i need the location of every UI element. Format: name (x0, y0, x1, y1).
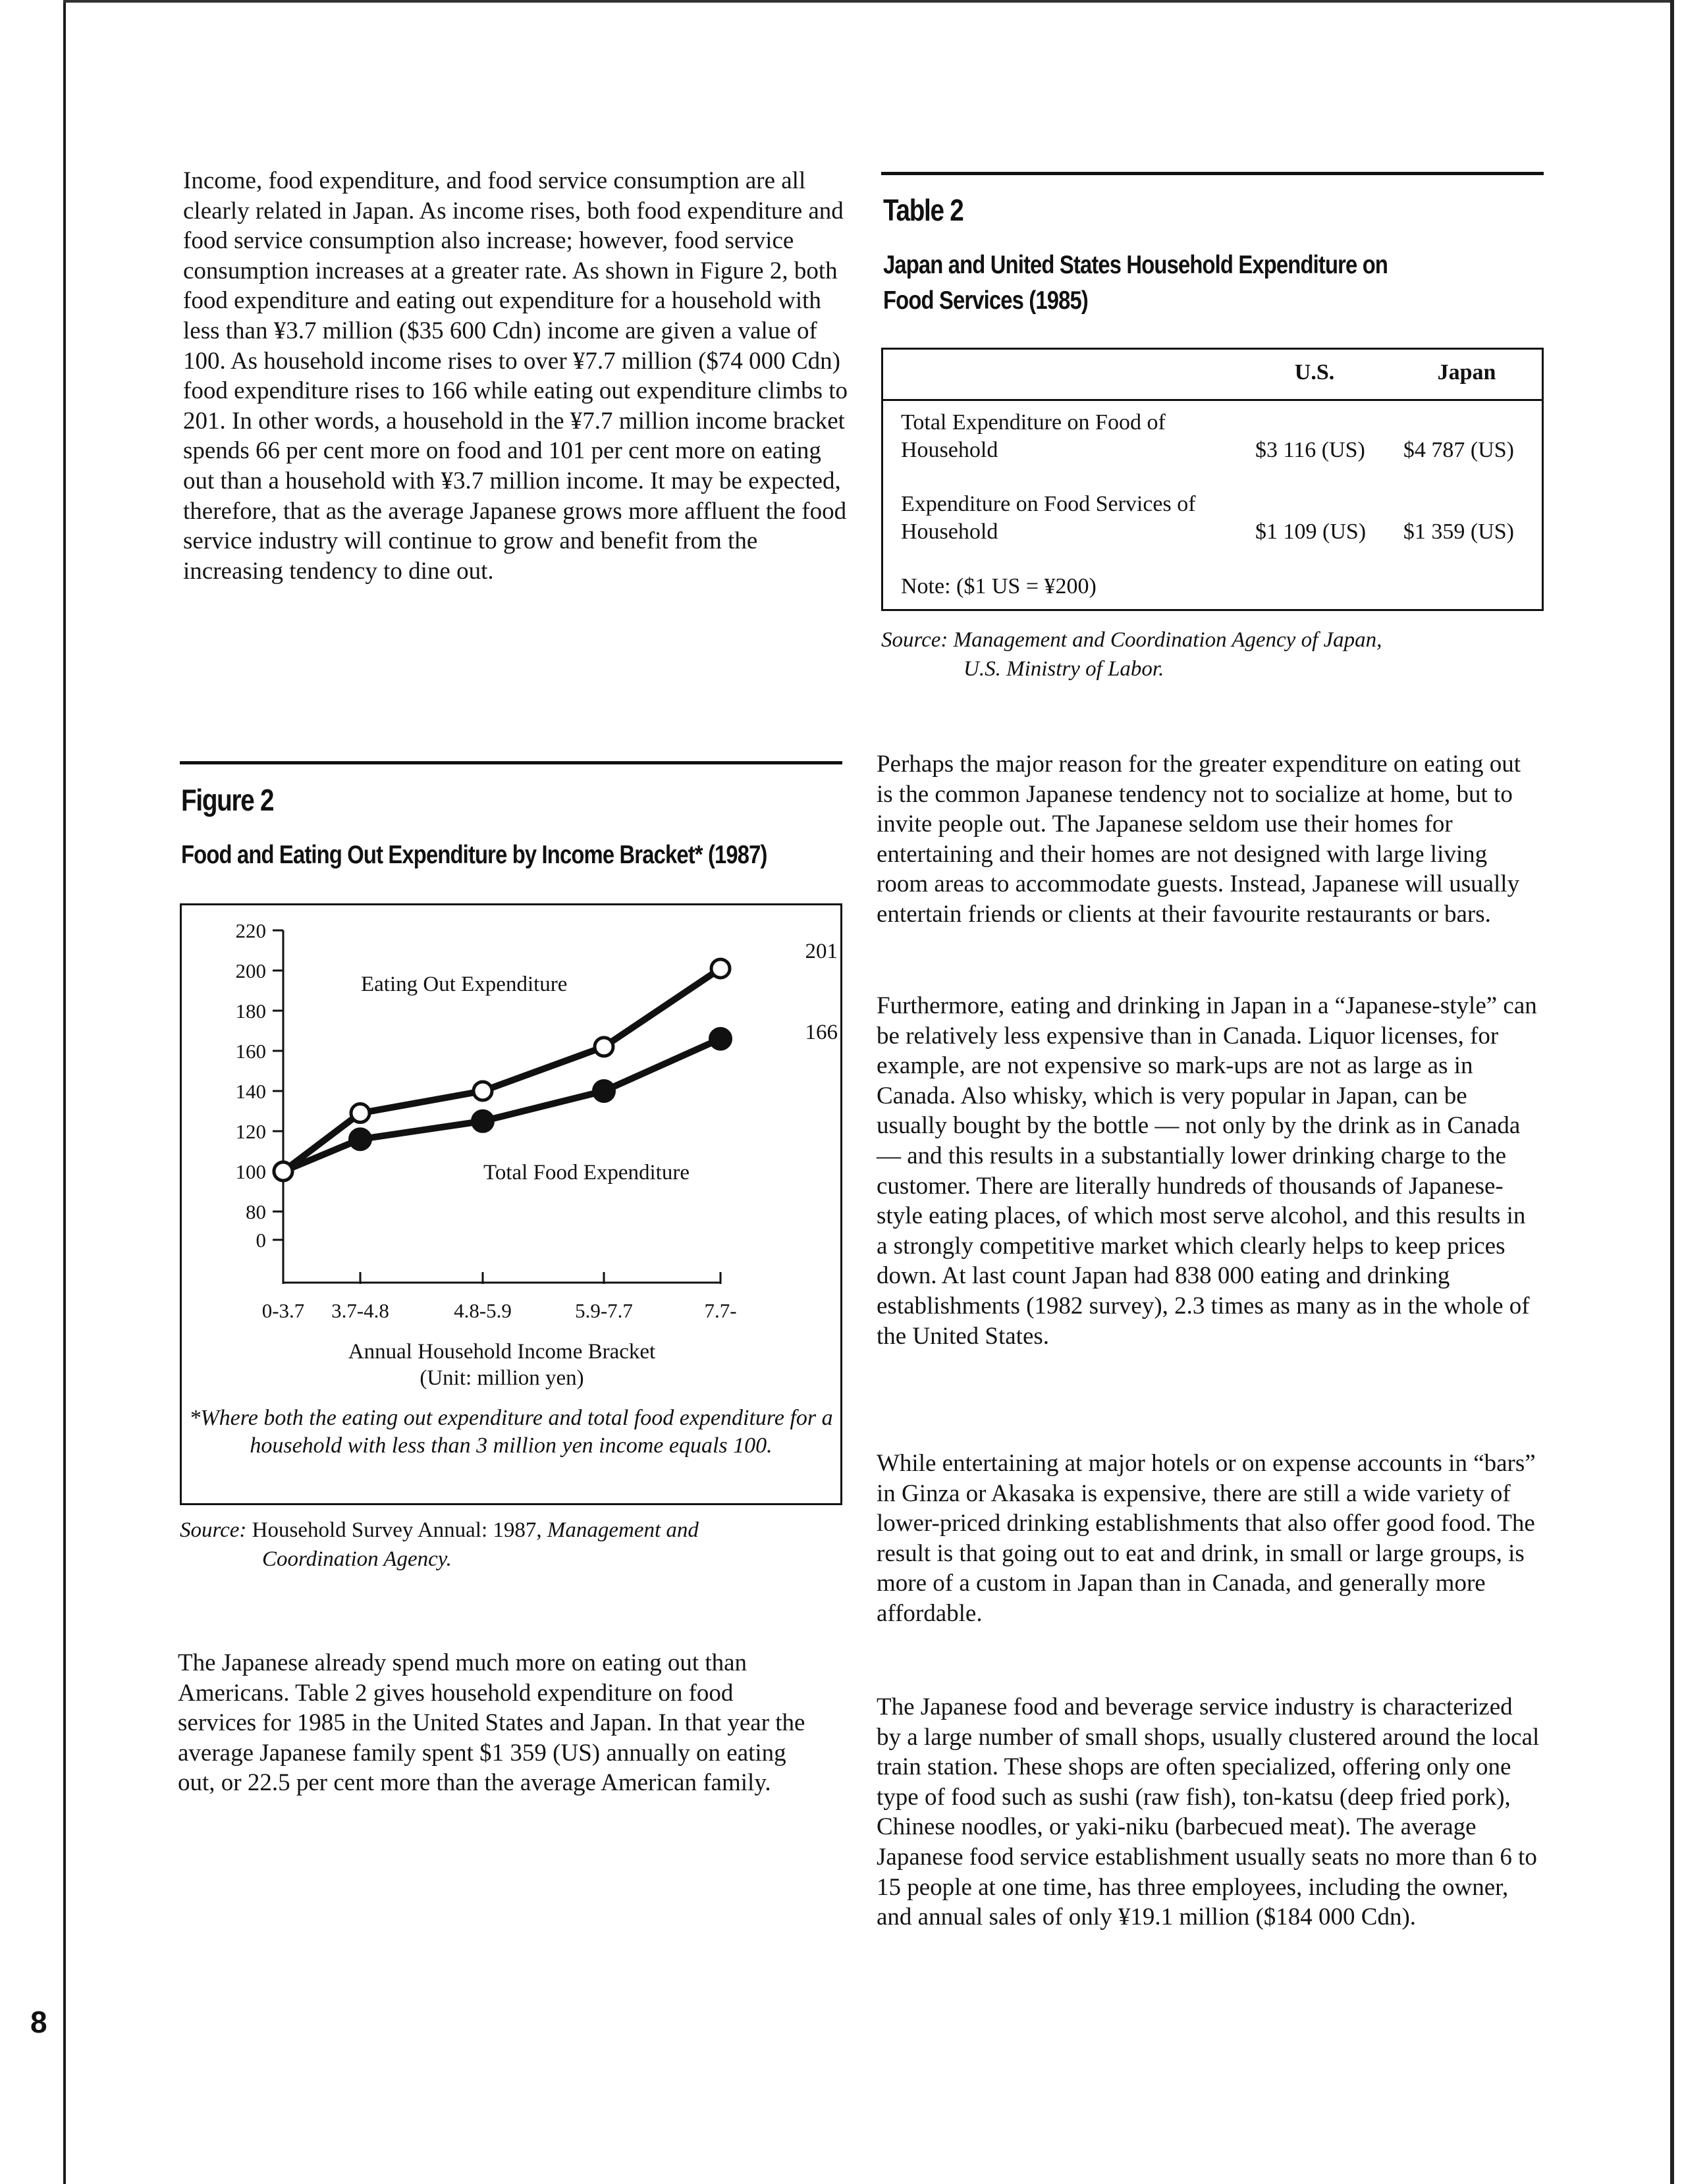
table2-title: Japan and United States Household Expenditure on Food Services (1985) (883, 251, 1388, 315)
table2-cell-japan: $1 359 (US) (1403, 519, 1514, 544)
x-tick-label: 7.7- (704, 1299, 737, 1322)
end-value-label: 201 (805, 940, 838, 963)
x-axis-unit-label: (Unit: million yen) (420, 1366, 584, 1390)
data-point-open (711, 959, 730, 978)
figure2-source-line2: Coordination Agency. (262, 1547, 452, 1571)
figure2-source (180, 1516, 699, 1574)
line-chart (182, 905, 840, 1406)
data-point-open (595, 1038, 613, 1056)
data-point-open (274, 1162, 292, 1181)
page-number: 8 (30, 2005, 47, 2039)
right-paragraph-4: The Japanese food and beverage service industry is characterized by a large number of small shops, usually clustered around the local train station. These shops are often specialized, offering only one type of food such as sushi (raw fish), ton-katsu (deep fried pork), Chinese noodles, or yaki-niku (barbecued meat). The average Japanese food service establishment usually seats no more than 6 to 15 people at one time, has three employees, including the owner, and annual sales of only ¥19.1 million ($184 000 Cdn). (877, 1693, 1540, 1931)
table2-source-line1: Source: Management and Coordination Agency of Japan, (881, 628, 1382, 652)
x-tick-label: 5.9-7.7 (575, 1299, 633, 1322)
figure2-source-italic: Management and (547, 1518, 699, 1542)
page-edge-left (63, 0, 66, 2184)
table2-col-japan: Japan (1437, 360, 1496, 385)
y-tick-label: 180 (235, 999, 266, 1023)
x-tick-label: 3.7-4.8 (331, 1299, 389, 1322)
figure2-heading: Figure 2 (181, 783, 274, 817)
x-tick-label: 4.8-5.9 (454, 1299, 512, 1322)
page-edge-right (1670, 0, 1674, 2184)
y-tick-label: 100 (235, 1160, 266, 1183)
table2-source (881, 626, 1382, 683)
table2-row-label: Total Expenditure on Food of Household (901, 410, 1166, 462)
x-tick-label: 0-3.7 (261, 1299, 305, 1322)
y-tick-label: 200 (235, 959, 266, 982)
data-point-filled (593, 1080, 615, 1102)
table2-source-line2: U.S. Ministry of Labor. (963, 657, 1164, 681)
table2 (881, 348, 1544, 611)
end-value-label: 166 (805, 1021, 838, 1044)
x-axis-label: Annual Household Income Bracket (348, 1340, 656, 1364)
data-point-open (474, 1082, 492, 1100)
figure2-chart (180, 903, 842, 1505)
figure2-footnote: *Where both the eating out expenditure and total food expenditure for a household with less than 3 million yen income equals 100. (189, 1406, 833, 1458)
figure2-top-rule (180, 761, 842, 764)
series-label: Eating Out Expenditure (361, 972, 568, 996)
data-point-open (351, 1104, 369, 1123)
table2-cell-us: $3 116 (US) (1255, 438, 1365, 462)
table2-col-us: U.S. (1294, 360, 1335, 385)
left-bottom-paragraph: The Japanese already spend much more on eating out than Americans. Table 2 gives household expenditure on food services for 1985 in the United States and Japan. In that year the average Japanese family spent $1 359 (US) annually on eating out, or 22.5 per cent more than the average American family. (178, 1649, 805, 1797)
figure2-source-label: Source: (180, 1518, 247, 1542)
series-label: Total Food Expenditure (483, 1161, 690, 1185)
table2-note: Note: ($1 US = ¥200) (901, 574, 1097, 599)
intro-paragraph: Income, food expenditure, and food service consumption are all clearly related in Japan. As income rises, both food expenditure and food service consumption also increase; however, food service consumption increases at a greater rate. As shown in Figure 2, both food expenditure and eating out expenditure for a household with less than ¥3.7 million ($35 600 Cdn) income are given a value of 100. As household income rises to over ¥7.7 million ($74 000 Cdn) food expenditure rises to 166 while eating out expenditure climbs to 201. In other words, a household in the ¥7.7 million income bracket spends 66 per cent more on food and 101 per cent more on eating out than a household with ¥3.7 million income. It may be expected, therefore, that as the average Japanese grows more affluent the food service industry will continue to grow and benefit from the increasing tendency to dine out. (183, 167, 848, 585)
data-point-filled (709, 1028, 732, 1050)
y-tick-label: 80 (246, 1200, 266, 1223)
page-edge-top (63, 0, 1674, 3)
y-tick-label: 140 (235, 1080, 266, 1103)
y-tick-label: 160 (235, 1040, 266, 1063)
series-line (283, 1039, 720, 1171)
figure2-source-text: Household Survey Annual: 1987, (246, 1518, 547, 1542)
right-paragraph-2: Furthermore, eating and drinking in Japan in a “Japanese-style” can be relatively less expensive than in Canada. Liquor licenses, for example, are not expensive so mark-ups are not as large as in Canada. Also whisky, which is very popular in Japan, can be usually bought by the bottle — not only by the drink as in Canada — and this results in a substantially lower drinking charge to the customer. There are literally hundreds of thousands of Japanese-style eating places, of which most serve alcohol, and this results in a strongly competitive market which clearly helps to keep prices down. At last count Japan had 838 000 eating and drinking establishments (1982 survey), 2.3 times as many as in the whole of the United States. (877, 992, 1537, 1350)
table2-cell-us: $1 109 (US) (1255, 519, 1367, 544)
table2-heading: Table 2 (883, 193, 963, 227)
table2-cell-japan: $4 787 (US) (1403, 438, 1514, 462)
figure2-title: Food and Eating Out Expenditure by Income Bracket* (1987) (181, 841, 767, 869)
data-point-filled (349, 1128, 371, 1150)
data-point-filled (472, 1110, 494, 1132)
table2-header-separator (883, 399, 1542, 401)
y-tick-label: 220 (235, 919, 266, 942)
right-paragraph-3: While entertaining at major hotels or on expense accounts in “bars” in Ginza or Akasaka is expensive, there are still a wide variety of lower-priced drinking establishments that also offer good food. The result is that going out to eat and drink, in small or large groups, is more of a custom in Japan than in Canada, and generally more affordable. (877, 1450, 1536, 1627)
right-paragraph-1: Perhaps the major reason for the greater expenditure on eating out is the common Japanese tendency not to socialize at home, but to invite people out. The Japanese seldom use their homes for entertaining and their homes are not designed with large living room areas to accommodate guests. Instead, Japanese will usually entertain friends or clients at their favourite restaurants or bars. (877, 751, 1521, 928)
table2-row-label: Expenditure on Food Services of Household (901, 492, 1196, 544)
y-tick-label: 120 (235, 1120, 266, 1143)
y-tick-label: 0 (256, 1229, 266, 1252)
table2-top-rule (881, 172, 1544, 175)
